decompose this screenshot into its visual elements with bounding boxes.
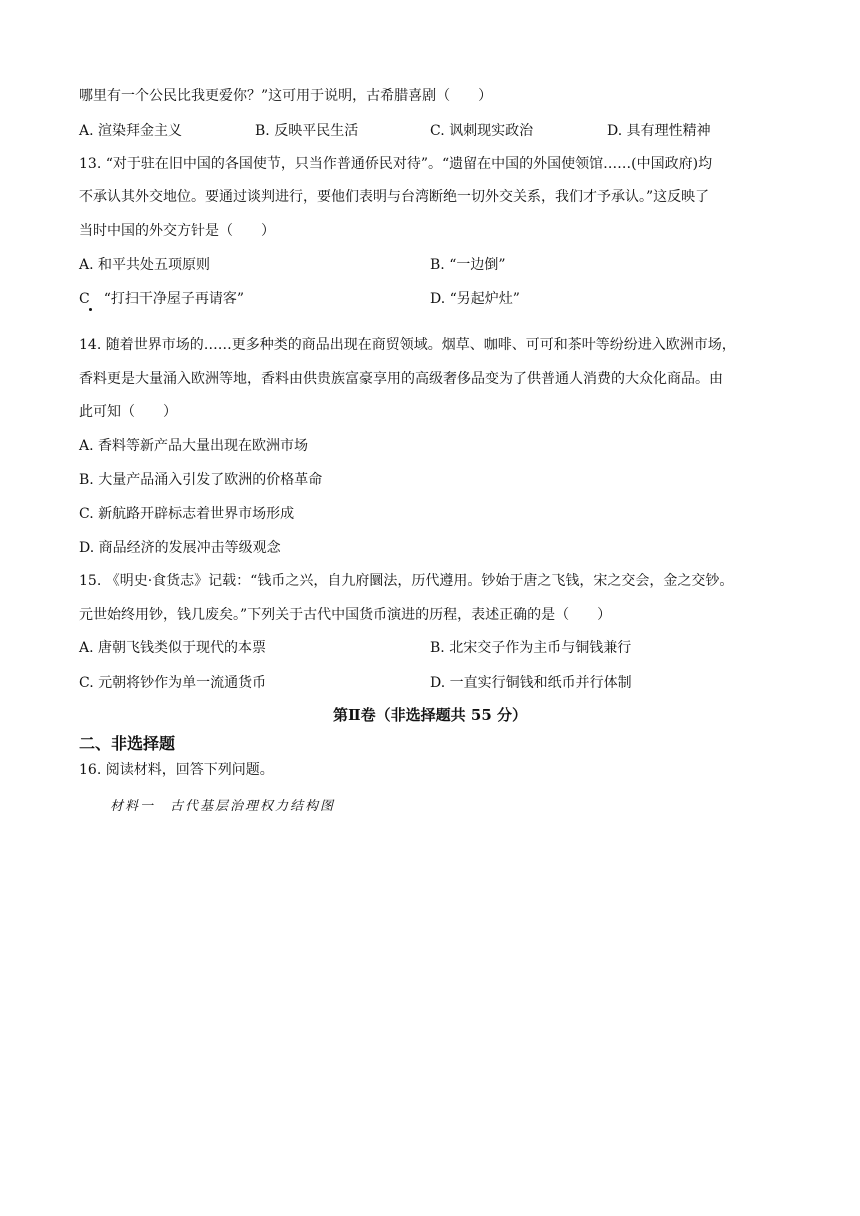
section2-heading: 二、非选择题	[79, 734, 176, 753]
q15-option-c: C. 元朝将钞作为单一流通货币	[79, 675, 267, 691]
q15-line-2: 元世始终用钞，钱几废矣。”下列关于古代中国货币演进的历程，表述正确的是（ ）	[79, 607, 612, 623]
q15-option-a: A. 唐朝飞钱类似于现代的本票	[79, 640, 267, 656]
q15-option-d: D. 一直实行铜钱和纸币并行体制	[430, 675, 632, 691]
q13-option-c-dot	[89, 308, 92, 311]
q16-stem: 16. 阅读材料，回答下列问题。	[79, 762, 274, 778]
q12-option-a: A. 渲染拜金主义	[79, 123, 183, 139]
q13-line-3: 当时中国的外交方针是（ ）	[79, 223, 275, 239]
q13-line-1: 13. “对于驻在旧中国的各国使节，只当作普通侨民对待”。“遗留在中国的外国使领馆……(中国政府)均	[79, 156, 713, 172]
q12-stem-tail: 哪里有一个公民比我更爱你？”这可用于说明，古希腊喜剧（ ）	[79, 88, 493, 104]
q14-option-c: C. 新航路开辟标志着世界市场形成	[79, 506, 295, 522]
q14-line-1: 14. 随着世界市场的……更多种类的商品出现在商贸领域。烟草、咖啡、可可和茶叶等纷纷进入欧洲市场，	[79, 337, 736, 353]
q14-option-b: B. 大量产品涌入引发了欧洲的价格革命	[79, 472, 323, 488]
q13-option-a: A. 和平共处五项原则	[79, 257, 211, 273]
q12-option-d: D. 具有理性精神	[607, 123, 711, 139]
q15-option-b: B. 北宋交子作为主币与铜钱兼行	[430, 640, 632, 656]
section2-title: 第Ⅱ卷（非选择题共 55 分）	[333, 706, 527, 724]
q13-option-d: D. “另起炉灶”	[430, 291, 520, 307]
q13-option-c: C “打扫干净屋子再请客”	[79, 291, 245, 307]
q14-line-2: 香料更是大量涌入欧洲等地，香料由供贵族富豪享用的高级奢侈品变为了供普通人消费的大众化商品。由	[79, 371, 723, 387]
q12-option-b: B. 反映平民生活	[255, 123, 359, 139]
q15-line-1: 15. 《明史·食货志》记载：“钱币之兴，自九府圜法，历代遵用。钞始于唐之飞钱，宋之交会，金之交钞。	[79, 573, 734, 589]
q12-option-c: C. 讽刺现实政治	[430, 123, 534, 139]
q14-option-a: A. 香料等新产品大量出现在欧洲市场	[79, 438, 309, 454]
q14-line-3: 此可知（ ）	[79, 404, 177, 420]
q14-option-d: D. 商品经济的发展冲击等级观念	[79, 540, 281, 556]
material1-caption: 材料一 古代基层治理权力结构图	[110, 799, 336, 814]
q13-option-b: B. “一边倒”	[430, 257, 506, 273]
q13-line-2: 不承认其外交地位。要通过谈判进行，要他们表明与台湾断绝一切外交关系，我们才予承认。”这反映了	[79, 189, 710, 205]
